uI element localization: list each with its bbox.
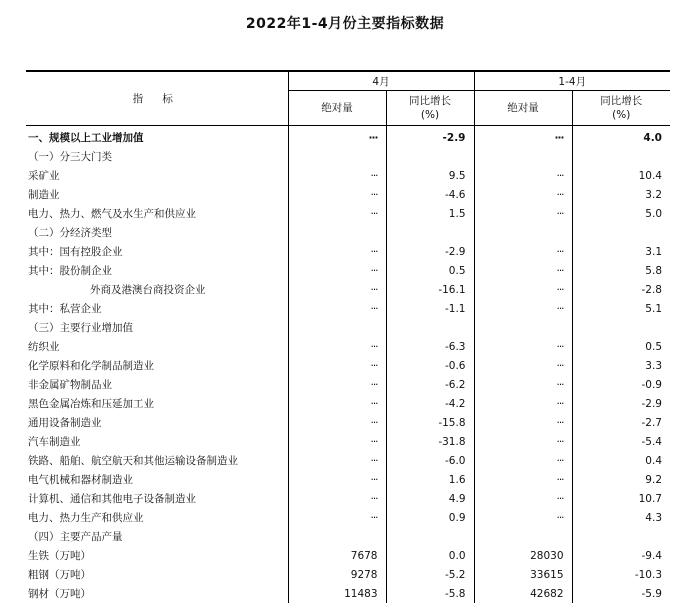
row-label: 钢材（万吨） [26, 584, 288, 603]
row-label: 其中：私营企业 [26, 299, 288, 318]
cell-yoy-ytd: 3.1 [572, 242, 670, 261]
cell-yoy-month [386, 223, 474, 242]
header-yoy-unit: (%) [421, 109, 439, 121]
table-row [26, 527, 670, 546]
table-row [26, 223, 670, 242]
cell-yoy-month [386, 147, 474, 166]
row-label: 化学原料和化学制品制造业 [26, 356, 288, 375]
cell-absolute-month: 9278 [288, 565, 386, 584]
header-absolute-month: 绝对量 [288, 91, 386, 126]
header-yoy-label: 同比增长 [409, 95, 451, 107]
row-label: 非金属矿物制品业 [26, 375, 288, 394]
table-row [26, 584, 670, 603]
cell-absolute-month [288, 147, 386, 166]
table-row [26, 432, 670, 451]
cell-absolute-month: ··· [288, 299, 386, 318]
row-label: 铁路、船舶、航空航天和其他运输设备制造业 [26, 451, 288, 470]
table-row [26, 280, 670, 299]
cell-yoy-month [386, 527, 474, 546]
cell-absolute-month: ··· [288, 166, 386, 185]
cell-absolute-month: ··· [288, 375, 386, 394]
row-label: 电力、热力生产和供应业 [26, 508, 288, 527]
cell-yoy-month: 1.6 [386, 470, 474, 489]
cell-yoy-ytd: 0.4 [572, 451, 670, 470]
cell-absolute-month: ··· [288, 204, 386, 223]
table-row [26, 470, 670, 489]
cell-yoy-month: 1.5 [386, 204, 474, 223]
table-row [26, 242, 670, 261]
cell-absolute-ytd: ··· [474, 166, 572, 185]
row-label: 纺织业 [26, 337, 288, 356]
cell-yoy-ytd [572, 318, 670, 337]
table-header [26, 71, 670, 126]
cell-yoy-month: 9.5 [386, 166, 474, 185]
cell-yoy-month: 0.5 [386, 261, 474, 280]
cell-absolute-month: ··· [288, 413, 386, 432]
table-row [26, 451, 670, 470]
table-body [26, 126, 670, 603]
cell-absolute-month: ··· [288, 242, 386, 261]
cell-yoy-month: -16.1 [386, 280, 474, 299]
row-label: （三）主要行业增加值 [26, 318, 288, 337]
cell-absolute-ytd: ··· [474, 337, 572, 356]
table-row [26, 204, 670, 223]
table-row [26, 565, 670, 584]
cell-yoy-month [386, 318, 474, 337]
cell-yoy-month: -1.1 [386, 299, 474, 318]
table-row [26, 185, 670, 204]
cell-yoy-ytd: 5.1 [572, 299, 670, 318]
table-row [26, 413, 670, 432]
cell-absolute-month: ··· [288, 451, 386, 470]
cell-absolute-month: ··· [288, 185, 386, 204]
table-row [26, 147, 670, 166]
row-label: 采矿业 [26, 166, 288, 185]
cell-absolute-ytd [474, 147, 572, 166]
cell-absolute-ytd: 42682 [474, 584, 572, 603]
cell-absolute-month: ··· [288, 356, 386, 375]
cell-yoy-month: -4.2 [386, 394, 474, 413]
cell-absolute-month: ··· [288, 337, 386, 356]
header-yoy-month [386, 91, 474, 126]
row-label: 汽车制造业 [26, 432, 288, 451]
cell-yoy-ytd: 9.2 [572, 470, 670, 489]
row-label: （二）分经济类型 [26, 223, 288, 242]
cell-absolute-ytd: ··· [474, 126, 572, 148]
row-label: 计算机、通信和其他电子设备制造业 [26, 489, 288, 508]
cell-absolute-month: ··· [288, 508, 386, 527]
row-label: 电气机械和器材制造业 [26, 470, 288, 489]
indicator-table [26, 70, 670, 603]
row-label: 其中：股份制企业 [26, 261, 288, 280]
cell-yoy-ytd [572, 147, 670, 166]
header-yoy-unit: (%) [612, 109, 630, 121]
cell-absolute-month: ··· [288, 394, 386, 413]
cell-yoy-ytd: 5.0 [572, 204, 670, 223]
cell-yoy-month: -5.8 [386, 584, 474, 603]
cell-absolute-ytd: ··· [474, 432, 572, 451]
row-label: 电力、热力、燃气及水生产和供应业 [26, 204, 288, 223]
cell-yoy-ytd: -2.9 [572, 394, 670, 413]
cell-yoy-ytd: 5.8 [572, 261, 670, 280]
row-label: 外商及港澳台商投资企业 [26, 280, 288, 299]
cell-yoy-ytd [572, 223, 670, 242]
cell-yoy-ytd: -5.4 [572, 432, 670, 451]
cell-absolute-ytd: ··· [474, 185, 572, 204]
cell-yoy-ytd [572, 527, 670, 546]
header-yoy-ytd [572, 91, 670, 126]
cell-yoy-ytd: 3.3 [572, 356, 670, 375]
cell-absolute-month: ··· [288, 489, 386, 508]
table-row [26, 489, 670, 508]
cell-yoy-ytd: 4.0 [572, 126, 670, 148]
cell-absolute-month: ··· [288, 280, 386, 299]
cell-yoy-month: 4.9 [386, 489, 474, 508]
cell-yoy-ytd: 0.5 [572, 337, 670, 356]
cell-absolute-month [288, 527, 386, 546]
table-row [26, 508, 670, 527]
row-label: （一）分三大门类 [26, 147, 288, 166]
header-period-month: 4月 [288, 71, 474, 91]
cell-absolute-ytd: ··· [474, 242, 572, 261]
row-label: 其中：国有控股企业 [26, 242, 288, 261]
cell-absolute-month: ··· [288, 432, 386, 451]
table-row [26, 375, 670, 394]
cell-yoy-ytd: -0.9 [572, 375, 670, 394]
table-row [26, 356, 670, 375]
page-title: 2022年1-4月份主要指标数据 [0, 13, 690, 33]
cell-yoy-ytd: 3.2 [572, 185, 670, 204]
row-label: 一、规模以上工业增加值 [26, 126, 288, 148]
table-row [26, 126, 670, 148]
cell-yoy-month: -6.0 [386, 451, 474, 470]
cell-yoy-ytd: -10.3 [572, 565, 670, 584]
cell-absolute-ytd: 33615 [474, 565, 572, 584]
cell-absolute-ytd: ··· [474, 451, 572, 470]
cell-absolute-ytd: ··· [474, 356, 572, 375]
row-label: 生铁（万吨） [26, 546, 288, 565]
cell-absolute-ytd: ··· [474, 489, 572, 508]
cell-absolute-ytd: 28030 [474, 546, 572, 565]
cell-yoy-month: -2.9 [386, 126, 474, 148]
cell-yoy-month: -0.6 [386, 356, 474, 375]
cell-absolute-month: ··· [288, 126, 386, 148]
row-label: （四）主要产品产量 [26, 527, 288, 546]
cell-absolute-ytd [474, 527, 572, 546]
cell-yoy-month: -15.8 [386, 413, 474, 432]
cell-absolute-ytd: ··· [474, 280, 572, 299]
cell-yoy-ytd: -2.8 [572, 280, 670, 299]
row-label: 通用设备制造业 [26, 413, 288, 432]
cell-yoy-month: -31.8 [386, 432, 474, 451]
cell-yoy-ytd: 10.4 [572, 166, 670, 185]
cell-absolute-ytd: ··· [474, 394, 572, 413]
cell-yoy-ytd: -9.4 [572, 546, 670, 565]
cell-absolute-month [288, 318, 386, 337]
cell-yoy-month: -6.3 [386, 337, 474, 356]
cell-absolute-ytd: ··· [474, 470, 572, 489]
row-label: 黑色金属冶炼和压延加工业 [26, 394, 288, 413]
header-yoy-label: 同比增长 [600, 95, 642, 107]
cell-absolute-ytd [474, 223, 572, 242]
cell-yoy-ytd: -5.9 [572, 584, 670, 603]
cell-yoy-month: -2.9 [386, 242, 474, 261]
cell-absolute-month: ··· [288, 470, 386, 489]
header-period-ytd: 1-4月 [474, 71, 670, 91]
cell-absolute-ytd: ··· [474, 204, 572, 223]
table-row [26, 546, 670, 565]
cell-yoy-month: 0.0 [386, 546, 474, 565]
cell-yoy-month: -5.2 [386, 565, 474, 584]
cell-absolute-month: 11483 [288, 584, 386, 603]
header-indicator: 指 标 [26, 71, 288, 126]
cell-absolute-ytd: ··· [474, 413, 572, 432]
cell-absolute-ytd: ··· [474, 375, 572, 394]
table-row [26, 261, 670, 280]
cell-yoy-ytd: -2.7 [572, 413, 670, 432]
cell-absolute-ytd: ··· [474, 508, 572, 527]
cell-absolute-month [288, 223, 386, 242]
cell-yoy-month: 0.9 [386, 508, 474, 527]
row-label: 制造业 [26, 185, 288, 204]
cell-yoy-ytd: 4.3 [572, 508, 670, 527]
cell-absolute-ytd: ··· [474, 299, 572, 318]
row-label: 粗钢（万吨） [26, 565, 288, 584]
table-row [26, 394, 670, 413]
table-row [26, 299, 670, 318]
cell-absolute-month: 7678 [288, 546, 386, 565]
cell-absolute-ytd [474, 318, 572, 337]
table-row [26, 166, 670, 185]
table-row [26, 318, 670, 337]
header-absolute-ytd: 绝对量 [474, 91, 572, 126]
cell-absolute-ytd: ··· [474, 261, 572, 280]
table-row [26, 337, 670, 356]
cell-absolute-month: ··· [288, 261, 386, 280]
cell-yoy-month: -6.2 [386, 375, 474, 394]
cell-yoy-ytd: 10.7 [572, 489, 670, 508]
cell-yoy-month: -4.6 [386, 185, 474, 204]
